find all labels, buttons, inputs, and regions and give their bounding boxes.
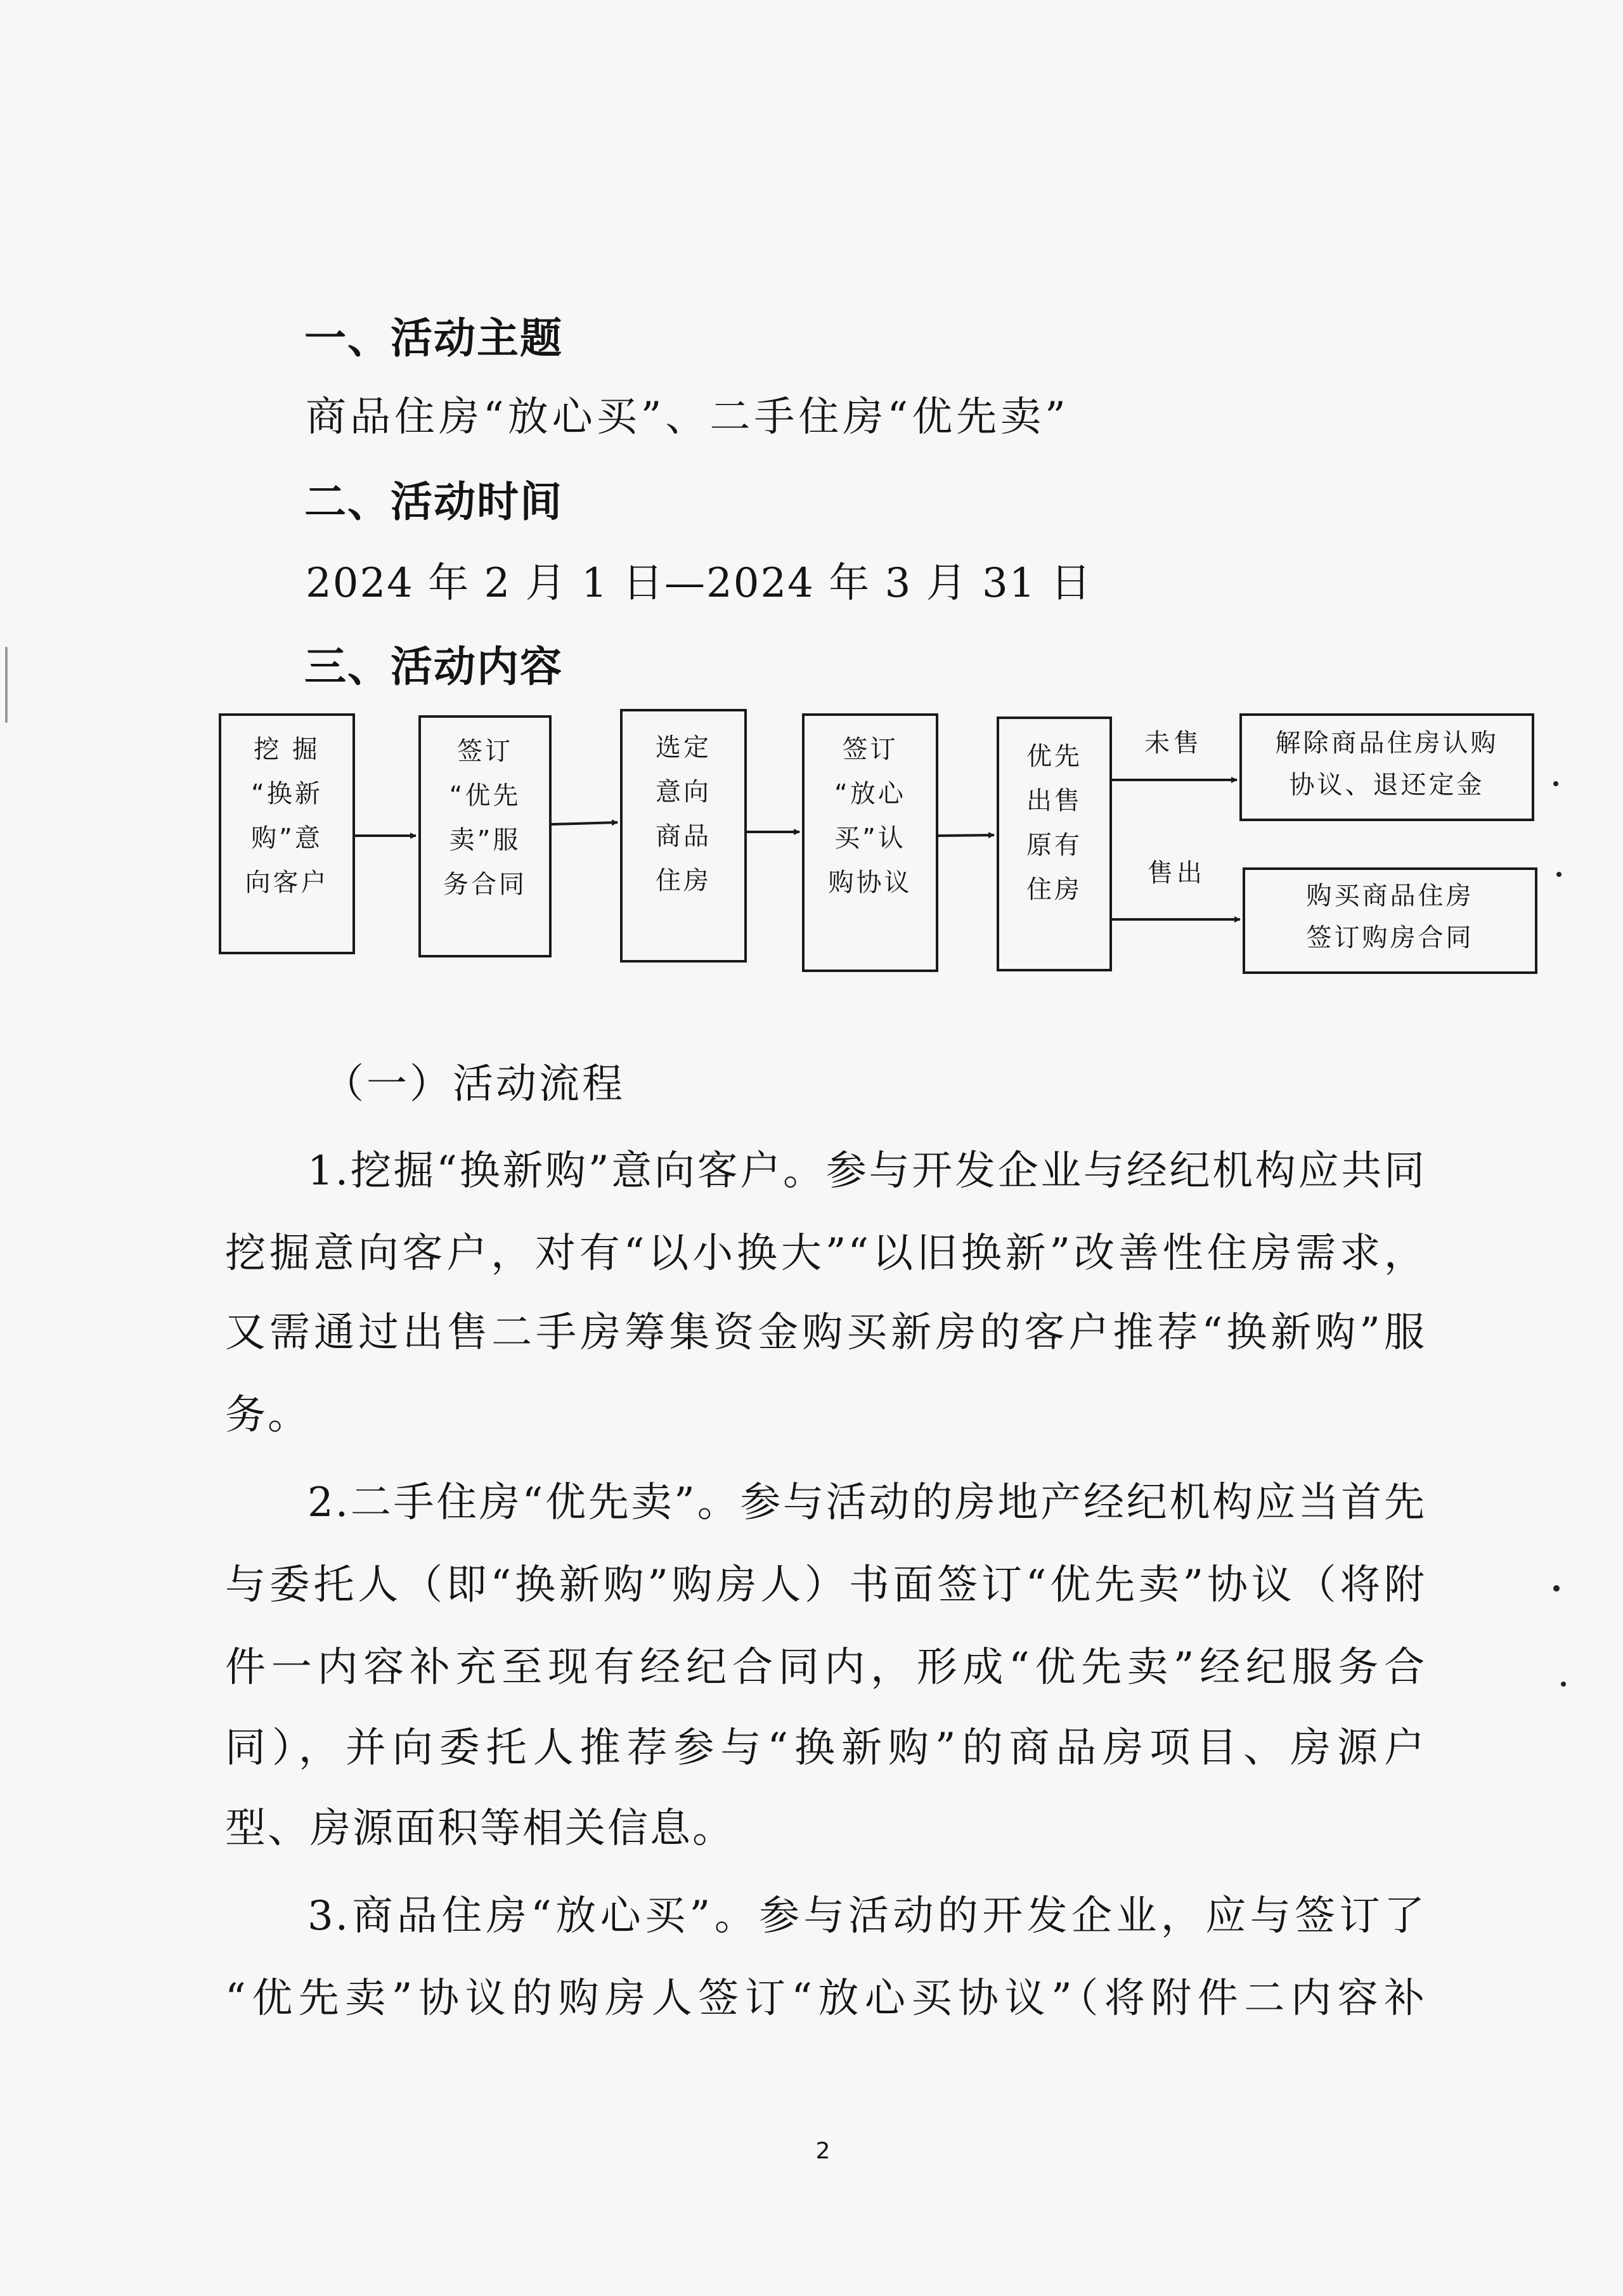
para-1-line-3: 又需通过出售二手房筹集资金购买新房的客户推荐“换新购”服 bbox=[225, 1309, 1426, 1356]
para-2-line-2: 与委托人（即“换新购”购房人）书面签订“优先卖”协议（将附 bbox=[225, 1562, 1426, 1609]
sold-result-label: 购买商品住房 签订购房合同 bbox=[1306, 881, 1474, 952]
para-2-line-3: 件一内容补充至现有经纪合同内，形成“优先卖”经纪服务合 bbox=[225, 1644, 1426, 1691]
sold-label: 售出 bbox=[1148, 859, 1206, 888]
unsold-result-label: 解除商品住房认购 协议、退还定金 bbox=[1275, 729, 1499, 800]
flow-step-1-label: 挖 掘 “换新 购”意 向客户 bbox=[245, 735, 329, 897]
para-3-line-1: 3.商品住房“放心买”。参与活动的开发企业，应与签订了 bbox=[307, 1893, 1426, 1940]
flow-step-4-label: 签订 “放心 买”认 购协议 bbox=[828, 735, 912, 897]
arrow-2-3 bbox=[552, 822, 618, 824]
scan-speck bbox=[1556, 872, 1562, 877]
scan-speck bbox=[1553, 1585, 1560, 1592]
scan-edge-mark bbox=[5, 647, 8, 723]
section-2-text: 2024 年 2 月 1 日—2024 年 3 月 31 日 bbox=[306, 560, 1092, 607]
page-number: 2 bbox=[815, 2138, 831, 2164]
section-2-heading: 二、活动时间 bbox=[304, 477, 563, 526]
flow-step-5-label: 优先 出售 原有 住房 bbox=[1026, 742, 1082, 904]
flow-step-2-label: 签订 “优先 卖”服 务合同 bbox=[443, 737, 527, 899]
para-2-line-4: 同），并向委托人推荐参与“换新购”的商品房项目、房源户 bbox=[225, 1725, 1426, 1772]
scan-speck bbox=[1561, 1682, 1566, 1687]
para-2-line-5: 型、房源面积等相关信息。 bbox=[225, 1805, 735, 1852]
scan-speck bbox=[1553, 781, 1558, 786]
para-2-line-1: 2.二手住房“优先卖”。参与活动的房地产经纪机构应当首先 bbox=[307, 1479, 1426, 1526]
section-1-text: 商品住房“放心买”、二手住房“优先卖” bbox=[306, 394, 1070, 441]
flow-step-3-label: 选定 意向 商品 住房 bbox=[656, 733, 711, 895]
section-1-heading: 一、活动主题 bbox=[304, 314, 563, 363]
section-3-heading: 三、活动内容 bbox=[304, 642, 563, 691]
unsold-label: 未售 bbox=[1144, 729, 1203, 758]
para-1-line-1: 1.挖掘“换新购”意向客户。参与开发企业与经纪机构应共同 bbox=[307, 1148, 1426, 1195]
arrow-4-5 bbox=[938, 835, 994, 836]
para-1-line-2: 挖掘意向客户，对有“以小换大”“以旧换新”改善性住房需求， bbox=[225, 1230, 1426, 1277]
para-3-line-2: “优先卖”协议的购房人签订“放心买协议”（将附件二内容补 bbox=[225, 1975, 1426, 2022]
para-1-line-4: 务。 bbox=[225, 1392, 310, 1439]
subsection-title: （一）活动流程 bbox=[323, 1061, 625, 1108]
